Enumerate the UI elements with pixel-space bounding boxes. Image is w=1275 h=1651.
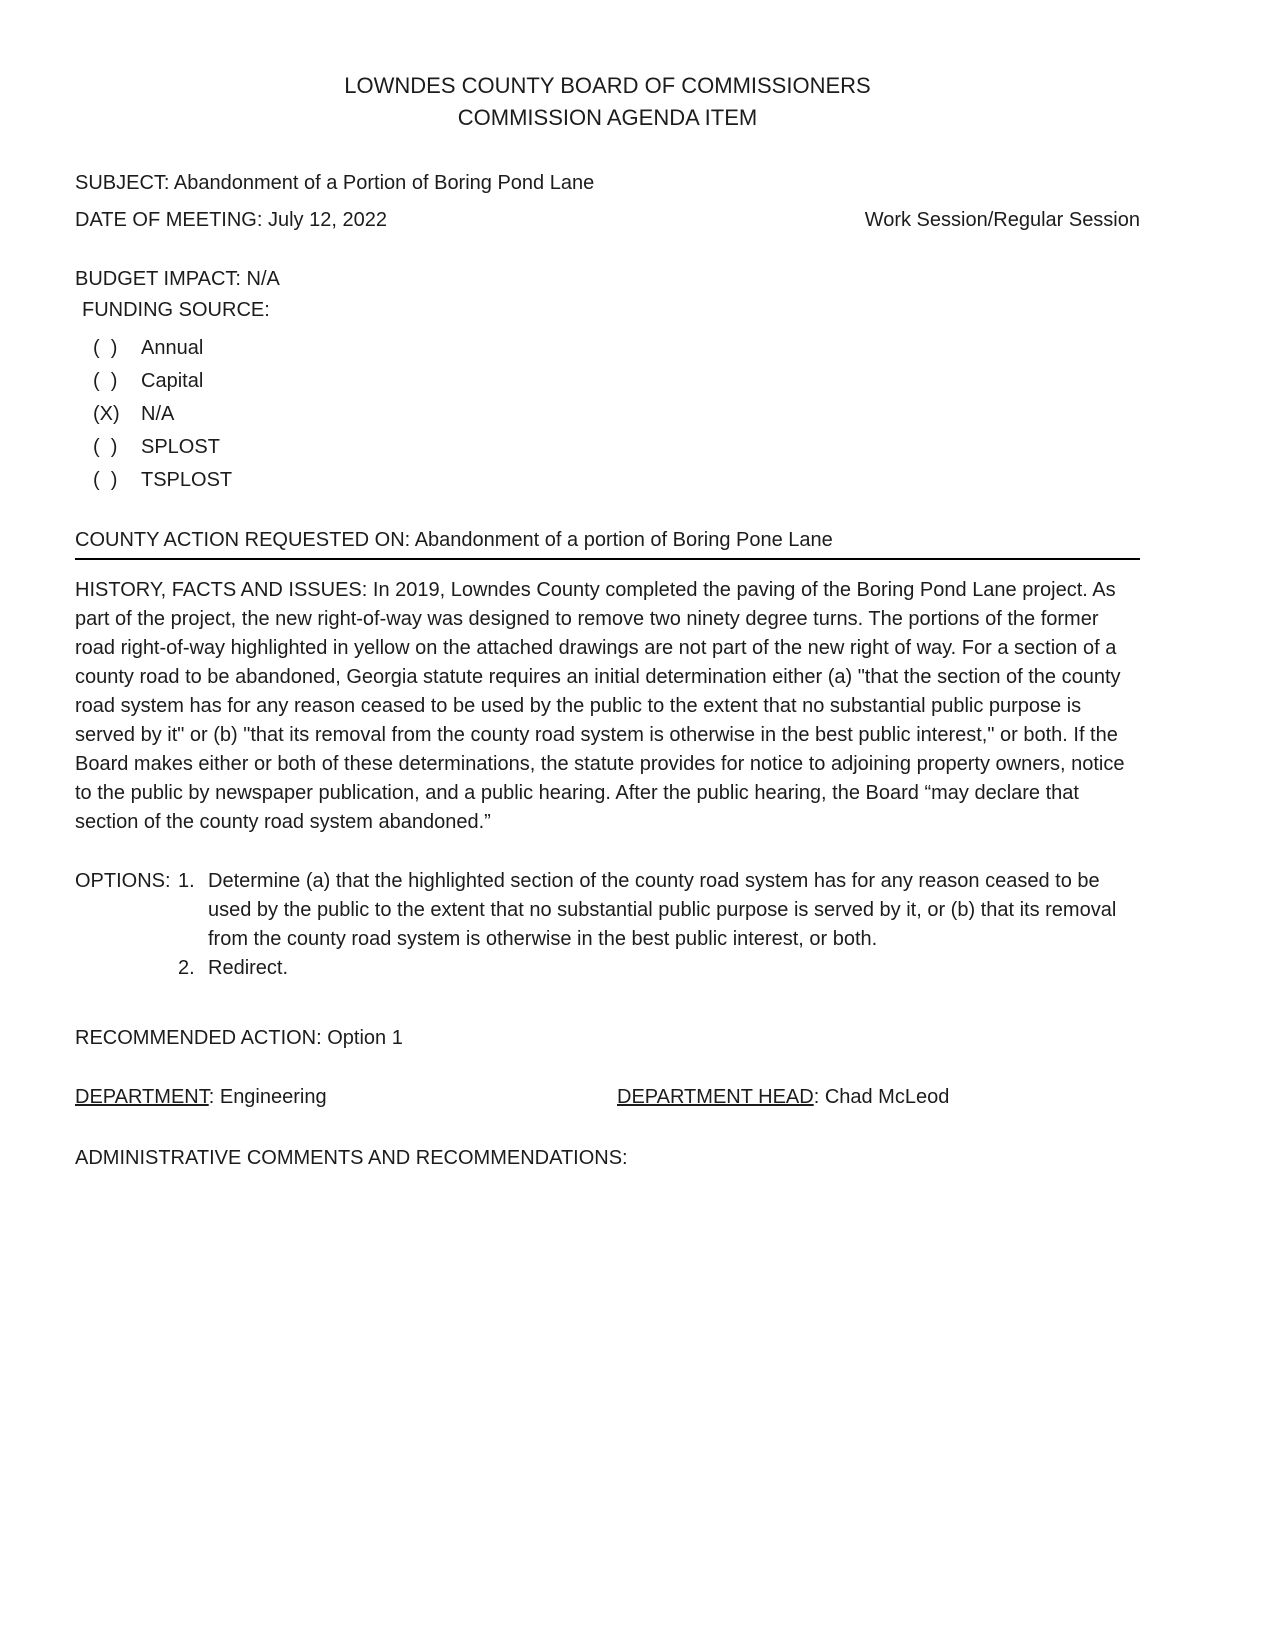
- department-head-line: [617, 1086, 949, 1109]
- subject-line: [75, 172, 1140, 195]
- subject-value: Abandonment of a Portion of Boring Pond Lane: [173, 171, 595, 194]
- department-label: DEPARTMENT: [75, 1085, 209, 1108]
- funding-option-capital: [93, 365, 1140, 398]
- document-title: [75, 70, 1140, 134]
- funding-option-label: Annual: [141, 336, 204, 359]
- funding-option-label: SPLOST: [141, 435, 220, 458]
- checkbox-na: (X): [93, 402, 120, 425]
- checkbox-capital: ( ): [93, 369, 118, 392]
- options-section: [75, 867, 1140, 983]
- session-type: Work Session/Regular Session: [864, 208, 1140, 231]
- option-number: 2.: [178, 956, 195, 979]
- recommended-action-value: Option 1: [327, 1026, 403, 1049]
- department-row: [75, 1086, 1140, 1109]
- document-title-line2: COMMISSION AGENDA ITEM: [457, 104, 758, 130]
- budget-impact-value: N/A: [246, 267, 280, 290]
- recommended-action-label: RECOMMENDED ACTION:: [75, 1026, 322, 1049]
- department-value: : Engineering: [208, 1085, 327, 1108]
- checkbox-tsplost: ( ): [93, 468, 118, 491]
- option-text: Determine (a) that the highlighted section of the county road system has for any reason ceased to be used by the public to the extent that no substantial public purpose is served by it, or (b) that its removal from the county road system is otherwise in the best public interest, or both.: [208, 869, 1117, 950]
- funding-option-label: N/A: [141, 402, 175, 425]
- funding-source-list: [75, 332, 1140, 497]
- history-text: In 2019, Lowndes County completed the paving of the Boring Pond Lane project. As part of the project, the new right-of-way was designed to remove two ninety degree turns. The portions of the former road right-of-way highlighted in yellow on the attached drawings are not part of the new right of way. For a section of a county road to be abandoned, Georgia statute requires an initial determination either (a) "that the section of the county road system has for any reason ceased to be used by the public to the extent that no substantial public purpose is served by it" or (b) "that its removal from the county road system is otherwise in the best public interest," or both. If the Board makes either or both of these determinations, the statute provides for notice to adjoining property owners, notice to the public by newspaper publication, and a public hearing. After the public hearing, the Board “may declare that section of the county road system abandoned.”: [75, 578, 1125, 833]
- history-paragraph: [75, 576, 1140, 837]
- budget-impact-label: BUDGET IMPACT:: [75, 267, 241, 290]
- meeting-date-line: [75, 209, 387, 232]
- meeting-date-label: DATE OF MEETING:: [75, 208, 263, 231]
- option-number: 1.: [178, 869, 195, 892]
- department-line: [75, 1086, 617, 1109]
- meeting-date-value: July 12, 2022: [267, 208, 387, 231]
- funding-option-tsplost: [93, 464, 1140, 497]
- funding-source-label: FUNDING SOURCE:: [82, 298, 270, 321]
- county-action-line: [75, 529, 1140, 560]
- checkbox-splost: ( ): [93, 435, 118, 458]
- funding-option-label: Capital: [141, 369, 204, 392]
- county-action-value: Abandonment of a portion of Boring Pone Lane: [414, 528, 833, 551]
- options-list: [178, 867, 1140, 983]
- funding-option-na: [93, 398, 1140, 431]
- county-action-label: COUNTY ACTION REQUESTED ON:: [75, 528, 411, 551]
- funding-option-splost: [93, 431, 1140, 464]
- funding-option-label: TSPLOST: [141, 468, 233, 491]
- document-title-line1: LOWNDES COUNTY BOARD OF COMMISSIONERS: [344, 73, 871, 98]
- budget-impact-line: [75, 268, 1140, 291]
- checkbox-annual: ( ): [93, 336, 118, 359]
- department-head-label: DEPARTMENT HEAD: [617, 1085, 814, 1108]
- funding-option-annual: [93, 332, 1140, 365]
- recommended-action-line: [75, 1027, 1140, 1050]
- history-label: HISTORY, FACTS AND ISSUES:: [75, 578, 368, 601]
- option-text: Redirect.: [208, 956, 289, 979]
- option-item-2: [178, 954, 1140, 983]
- department-head-value: : Chad McLeod: [813, 1085, 950, 1108]
- options-label: OPTIONS:: [75, 869, 171, 892]
- option-item-1: [178, 867, 1140, 954]
- admin-comments-label: ADMINISTRATIVE COMMENTS AND RECOMMENDATIONS:: [75, 1146, 628, 1169]
- subject-label: SUBJECT:: [75, 171, 170, 194]
- meeting-row: [75, 209, 1140, 232]
